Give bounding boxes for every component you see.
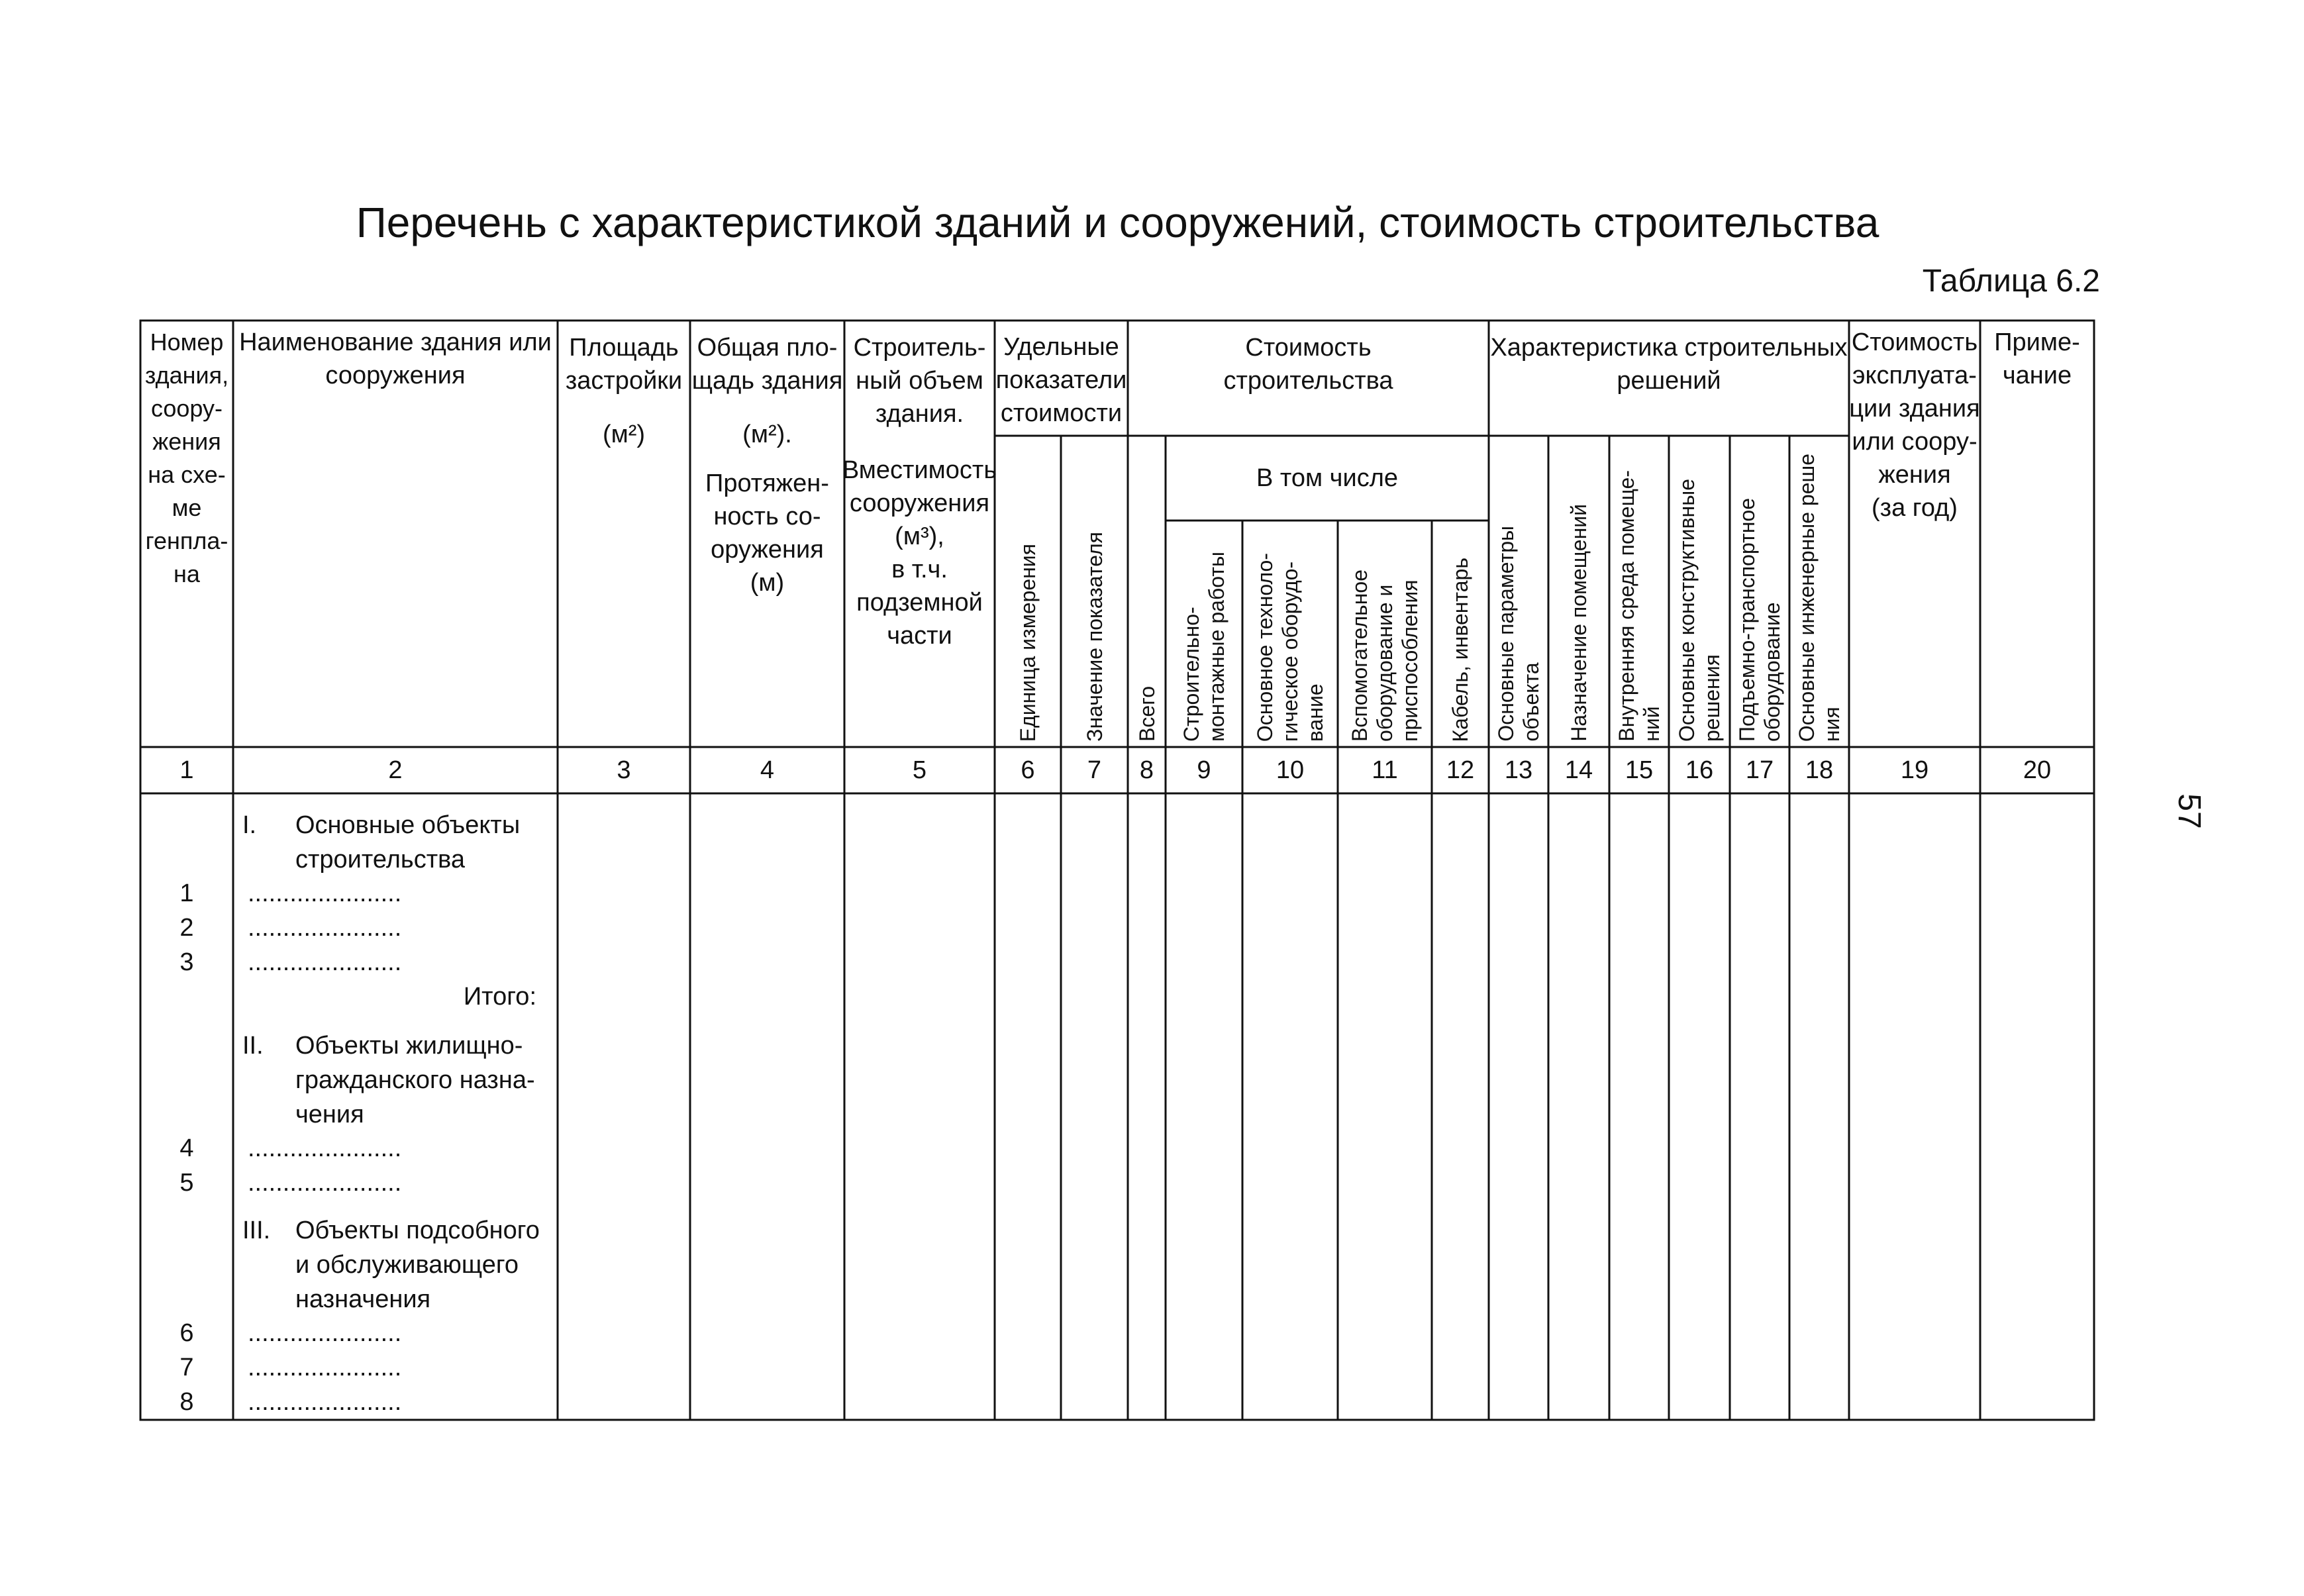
header-total-area: Общая пло- щадь здания <box>691 334 843 395</box>
header-build-volume: Строитель- ный объем здания. <box>853 334 986 428</box>
row-number: 5 <box>179 1169 194 1197</box>
row-placeholder: ...................... <box>248 1354 402 1381</box>
header-built-area: Площадь застройки <box>565 334 683 395</box>
section-roman-numeral: III. <box>242 1217 271 1244</box>
header-main-equipment: Основное техноло- гическое оборудо- вание <box>1253 552 1327 742</box>
row-number: 8 <box>179 1388 194 1416</box>
column-number: 13 <box>1504 756 1533 784</box>
column-number: 10 <box>1276 756 1305 784</box>
row-placeholder: ...................... <box>248 948 402 976</box>
row-number: 4 <box>179 1134 194 1162</box>
header-indicator-value: Значение показателя <box>1082 532 1107 742</box>
row-number: 1 <box>179 879 194 907</box>
section-title: Объекты подсобного и обслуживающего назначения <box>295 1217 540 1313</box>
column-number: 2 <box>388 756 403 784</box>
header-construction-works: Строительно- монтажные работы <box>1179 552 1228 742</box>
header-structural-solutions: Основные конструктивные решения <box>1675 479 1724 742</box>
column-number: 20 <box>2023 756 2052 784</box>
column-number: 14 <box>1564 756 1593 784</box>
column-number: 18 <box>1805 756 1834 784</box>
header-indoor-environment: Внутренняя среда помеще- ний <box>1615 470 1664 742</box>
column-number: 19 <box>1900 756 1929 784</box>
row-number: 6 <box>179 1319 194 1347</box>
section-roman-numeral: I. <box>242 811 257 839</box>
header-built-area-unit: (м²) <box>602 421 646 448</box>
section-title: Объекты жилищно- гражданского назна- чения <box>295 1032 535 1128</box>
table-label: Таблица 6.2 <box>1922 264 2100 299</box>
row-placeholder: ...................... <box>248 1319 402 1347</box>
header-length: Протяжен- ность со- оружения (м) <box>705 470 829 597</box>
header-auxiliary-equipment: Вспомогательное оборудование и приспособления <box>1348 570 1422 742</box>
header-capacity: Вместимость сооружения (м³), в т.ч. подземной части <box>842 456 997 650</box>
column-number: 4 <box>760 756 775 784</box>
header-note: Приме- чание <box>1994 328 2080 389</box>
column-number: 3 <box>617 756 631 784</box>
page-title: Перечень с характеристикой зданий и сооружений, стоимость строительства <box>356 199 1879 246</box>
section-total-label: Итого: <box>463 983 536 1011</box>
section-title: Основные объекты строительства <box>295 811 521 873</box>
header-construction-cost: Стоимость строительства <box>1223 334 1393 395</box>
header-operation-cost: Стоимость эксплуата- ции здания или соору- жения (за год) <box>1849 328 1980 522</box>
header-engineering-solutions: Основные инженерные реше ния <box>1795 453 1844 742</box>
row-placeholder: ...................... <box>248 879 402 907</box>
header-unit-of-measure: Единица измерения <box>1016 543 1040 742</box>
header-lifting-equipment: Подъемно-транспортное оборудование <box>1735 497 1784 742</box>
header-unit-indicators: Удельные показатели стоимости <box>995 333 1127 427</box>
header-building-number: Номер здания, соору- жения на схе- ме генпла- на <box>144 328 229 587</box>
column-number: 7 <box>1087 756 1102 784</box>
column-number: 6 <box>1021 756 1035 784</box>
header-including: В том числе <box>1256 464 1399 492</box>
row-placeholder: ...................... <box>248 1169 402 1197</box>
header-total: Всего <box>1134 686 1159 742</box>
column-number: 17 <box>1745 756 1774 784</box>
header-main-parameters: Основные параметры объекта <box>1494 526 1543 742</box>
header-cable-inventory: Кабель, инвентарь <box>1448 557 1472 742</box>
page-number: 57 <box>2172 793 2207 829</box>
column-number: 12 <box>1446 756 1475 784</box>
row-number: 3 <box>179 948 194 976</box>
column-number: 16 <box>1685 756 1714 784</box>
header-total-area-unit: (м²). <box>742 421 792 448</box>
header-room-purpose: Назначение помещений <box>1567 504 1591 742</box>
header-building-name: Наименование здания или сооружения <box>239 328 552 389</box>
column-number: 15 <box>1625 756 1654 784</box>
row-number: 2 <box>179 914 194 942</box>
column-number: 8 <box>1139 756 1154 784</box>
column-number: 9 <box>1197 756 1211 784</box>
row-number: 7 <box>179 1354 194 1381</box>
column-number: 11 <box>1372 756 1398 784</box>
row-placeholder: ...................... <box>248 914 402 942</box>
section-roman-numeral: II. <box>242 1032 264 1060</box>
header-construction-solutions: Характеристика строительных решений <box>1490 334 1848 395</box>
row-placeholder: ...................... <box>248 1388 402 1416</box>
column-number: 5 <box>912 756 927 784</box>
column-number: 1 <box>179 756 194 784</box>
row-placeholder: ...................... <box>248 1134 402 1162</box>
